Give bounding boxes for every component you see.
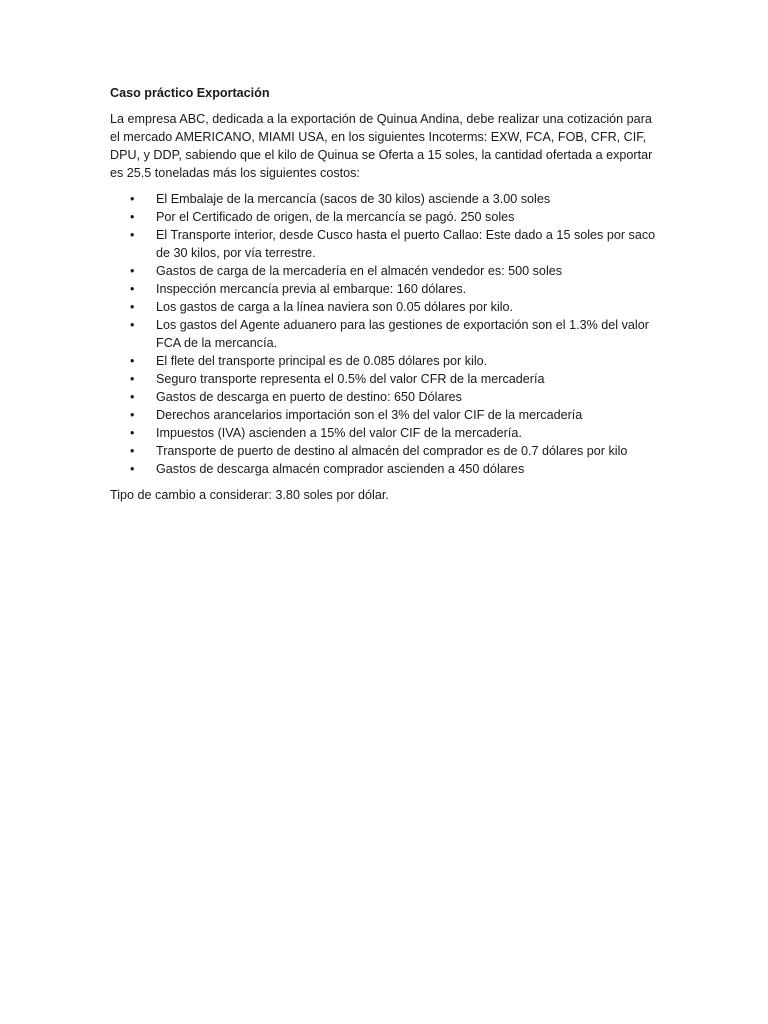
list-item	[110, 424, 665, 442]
bullet-icon: •	[130, 318, 135, 332]
list-item	[110, 190, 665, 208]
list-item	[110, 442, 665, 460]
list-item-text: Impuestos (IVA) ascienden a 15% del valor CIF de la mercadería.	[156, 426, 522, 440]
bullet-icon: •	[130, 426, 135, 440]
list-item-text: Derechos arancelarios importación son el 3% del valor CIF de la mercadería	[156, 408, 583, 422]
list-item	[110, 352, 665, 370]
list-item-text: Los gastos del Agente aduanero para las gestiones de exportación son el 1.3% del valor FCA de la mercancía.	[156, 318, 649, 350]
bullet-icon: •	[130, 444, 135, 458]
exchange-rate-note: Tipo de cambio a considerar: 3.80 soles por dólar.	[110, 488, 389, 502]
document-title: Caso práctico Exportación	[110, 86, 270, 100]
list-item-text: Gastos de descarga almacén comprador ascienden a 450 dólares	[156, 462, 525, 476]
list-item	[110, 370, 665, 388]
list-item	[110, 280, 665, 298]
list-item-text: El Transporte interior, desde Cusco hasta el puerto Callao: Este dado a 15 soles por saco de 30 kilos, por vía terrestre.	[156, 228, 656, 260]
bullet-icon: •	[130, 192, 135, 206]
intro-paragraph: La empresa ABC, dedicada a la exportación de Quinua Andina, debe realizar una cotización para el mercado AMERICANO, MIAMI USA, en los siguientes Incoterms: EXW, FCA, FOB, CFR, CIF, DPU, y DDP, sabiendo que el kilo de Quinua se Oferta a 15 soles, la cantidad ofertada a exportar es 25.5 toneladas más los siguientes costos:	[110, 112, 653, 180]
list-item	[110, 388, 665, 406]
list-item-text: Los gastos de carga a la línea naviera son 0.05 dólares por kilo.	[156, 300, 514, 314]
cost-list	[110, 190, 665, 478]
document-page	[110, 84, 665, 504]
bullet-icon: •	[130, 282, 135, 296]
list-item	[110, 226, 665, 262]
list-item-text: El flete del transporte principal es de 0.085 dólares por kilo.	[156, 354, 488, 368]
list-item	[110, 316, 665, 352]
list-item-text: El Embalaje de la mercancía (sacos de 30 kilos) asciende a 3.00 soles	[156, 192, 551, 206]
bullet-icon: •	[130, 390, 135, 404]
list-item-text: Por el Certificado de origen, de la mercancía se pagó. 250 soles	[156, 210, 515, 224]
list-item-text: Gastos de carga de la mercadería en el almacén vendedor es: 500 soles	[156, 264, 563, 278]
bullet-icon: •	[130, 354, 135, 368]
list-item	[110, 208, 665, 226]
list-item	[110, 406, 665, 424]
list-item-text: Transporte de puerto de destino al almacén del comprador es de 0.7 dólares por kilo	[156, 444, 628, 458]
list-item-text: Inspección mercancía previa al embarque: 160 dólares.	[156, 282, 467, 296]
list-item	[110, 460, 665, 478]
bullet-icon: •	[130, 210, 135, 224]
bullet-icon: •	[130, 372, 135, 386]
bullet-icon: •	[130, 408, 135, 422]
list-item	[110, 298, 665, 316]
bullet-icon: •	[130, 462, 135, 476]
bullet-icon: •	[130, 300, 135, 314]
bullet-icon: •	[130, 228, 135, 242]
list-item-text: Gastos de descarga en puerto de destino: 650 Dólares	[156, 390, 462, 404]
bullet-icon: •	[130, 264, 135, 278]
list-item	[110, 262, 665, 280]
list-item-text: Seguro transporte representa el 0.5% del valor CFR de la mercadería	[156, 372, 545, 386]
